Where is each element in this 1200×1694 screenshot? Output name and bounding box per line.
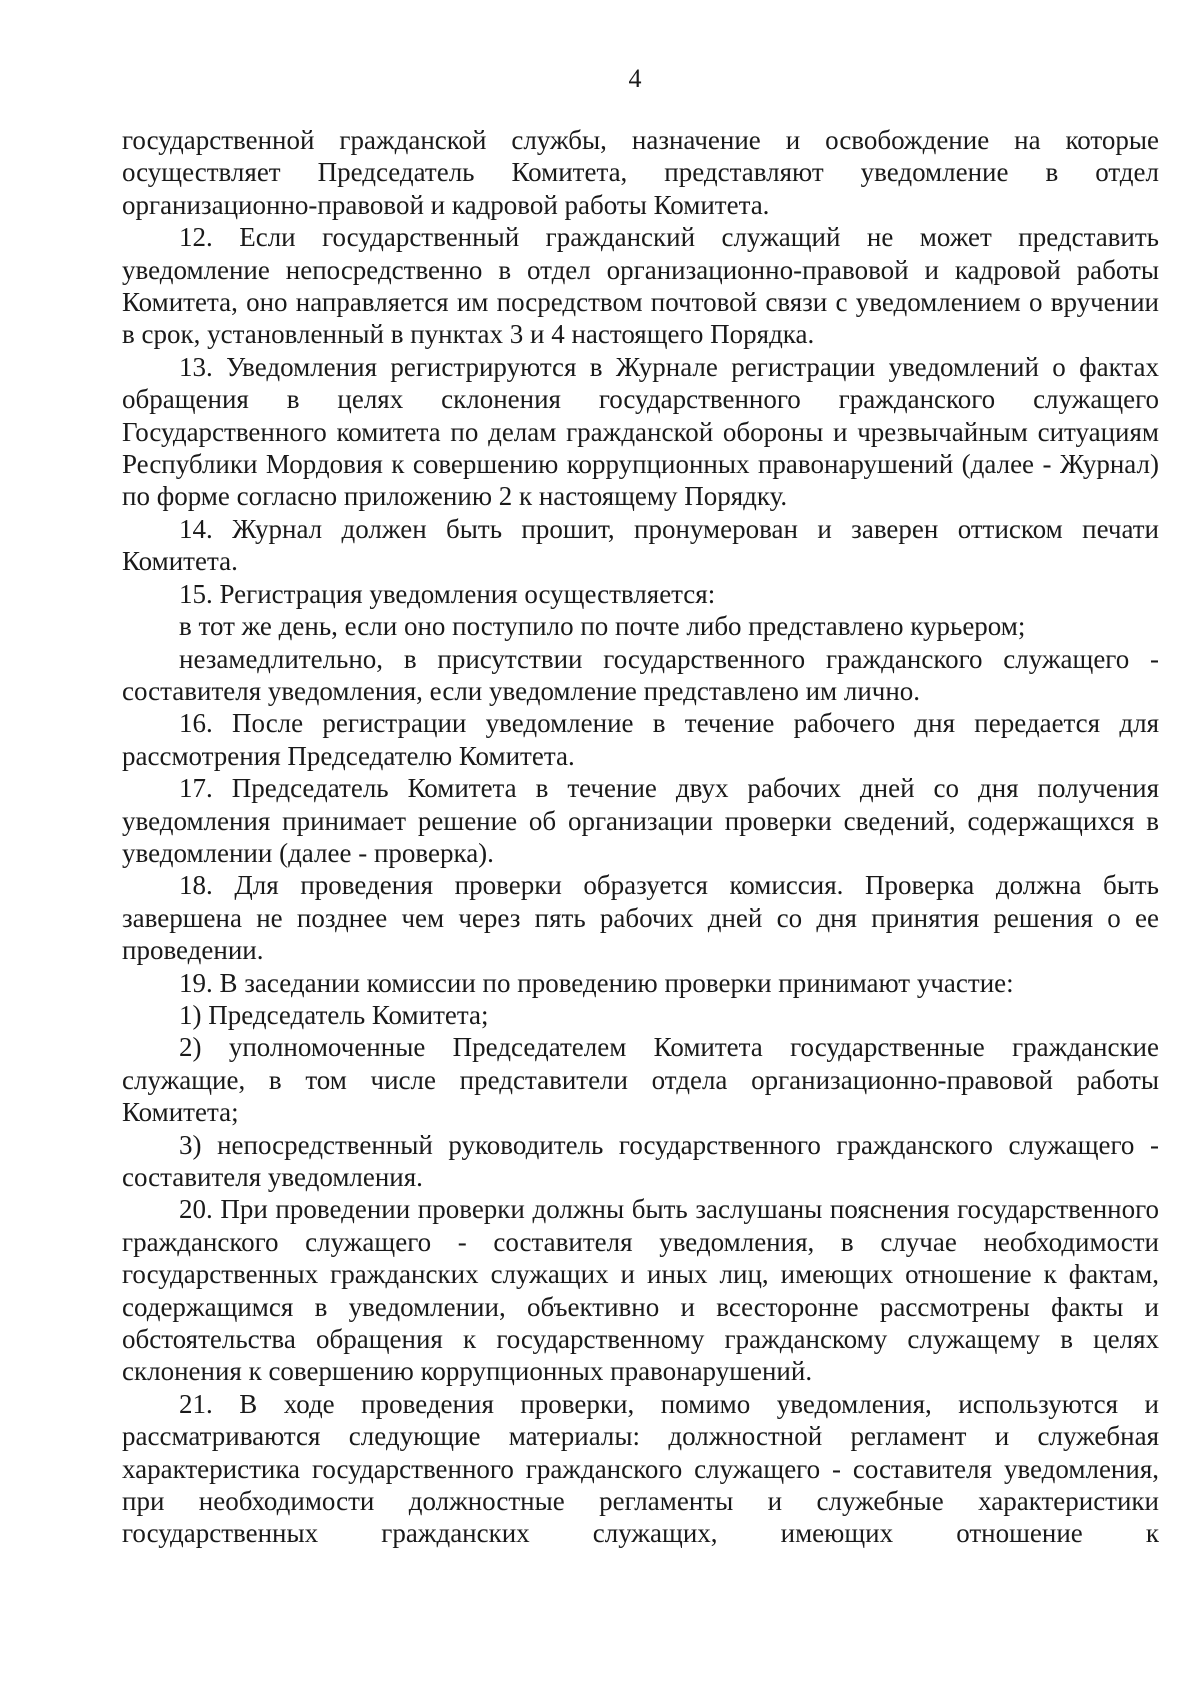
- paragraph-19-item-2: 2) уполномоченные Председателем Комитета государственные гражданские служащие, в том числе представители отдела организационно-правовой работы Комитета;: [122, 1032, 1159, 1128]
- paragraph-12: 12. Если государственный гражданский служащий не может представить уведомление непосредственно в отдел организационно-правовой и кадровой работы Комитета, оно направляется им посредством почтовой связи с уведомлением о вручении в срок, установленный в пунктах 3 и 4 настоящего Порядка.: [122, 222, 1159, 350]
- document-body: [122, 124, 1159, 1550]
- paragraph-15-item-b: незамедлительно, в присутствии государственного гражданского служащего - составителя уведомления, если уведомление представлено им лично.: [122, 643, 1159, 706]
- paragraph-15: 15. Регистрация уведомления осуществляется:: [179, 578, 716, 609]
- paragraph-14: 14. Журнал должен быть прошит, пронумерован и заверен оттиском печати Комитета.: [122, 513, 1159, 577]
- paragraph-21: 21. В ходе проведения проверки, помимо уведомления, используются и рассматриваются следующие материалы: должностной регламент и служебная характеристика государственного гражданского служащего - составителя уведомления, при необходимости должностные регламенты и служебные характеристики государственных гражданских служащих, имеющих отношение к: [122, 1388, 1159, 1549]
- paragraph-13: 13. Уведомления регистрируются в Журнале регистрации уведомлений о фактах обращения в целях склонения государственного гражданского служащего Государственного комитета по делам гражданской обороны и чрезвычайным ситуациям Республики Мордовия к совершению коррупционных правонарушений (далее - Журнал) по форме согласно приложению 2 к настоящему Порядку.: [122, 351, 1159, 512]
- paragraph-16: 16. После регистрации уведомление в течение рабочего дня передается для рассмотрения Председателю Комитета.: [122, 708, 1159, 771]
- paragraph-continuation: государственной гражданской службы, назначение и освобождение на которые осуществляет Председатель Комитета, представляют уведомление в отдел организационно-правовой и кадровой работы Комитета.: [122, 125, 1159, 220]
- paragraph-19-item-3: 3) непосредственный руководитель государственного гражданского служащего - составителя уведомления.: [122, 1129, 1159, 1192]
- paragraph-19: 19. В заседании комиссии по проведению проверки принимают участие:: [179, 967, 1014, 998]
- paragraph-17: 17. Председатель Комитета в течение двух рабочих дней со дня получения уведомления принимает решение об организации проверки сведений, содержащихся в уведомлении (далее - проверка).: [122, 773, 1159, 868]
- paragraph-20: 20. При проведении проверки должны быть заслушаны пояснения государственного гражданского служащего - составителя уведомления, в случае необходимости государственных гражданских служащих и иных лиц, имеющих отношение к фактам, содержащимся в уведомлении, объективно и всесторонне рассмотрены факты и обстоятельства обращения к государственному гражданскому служащему в целях склонения к совершению коррупционных правонарушений.: [122, 1194, 1159, 1387]
- paragraph-19-item-1: 1) Председатель Комитета;: [179, 999, 489, 1030]
- paragraph-15-item-a: в тот же день, если оно поступило по почте либо представлено курьером;: [179, 611, 1026, 642]
- page-number: 4: [628, 64, 642, 93]
- paragraph-18: 18. Для проведения проверки образуется комиссия. Проверка должна быть завершена не позднее чем через пять рабочих дней со дня принятия решения о ее проведении.: [122, 870, 1159, 966]
